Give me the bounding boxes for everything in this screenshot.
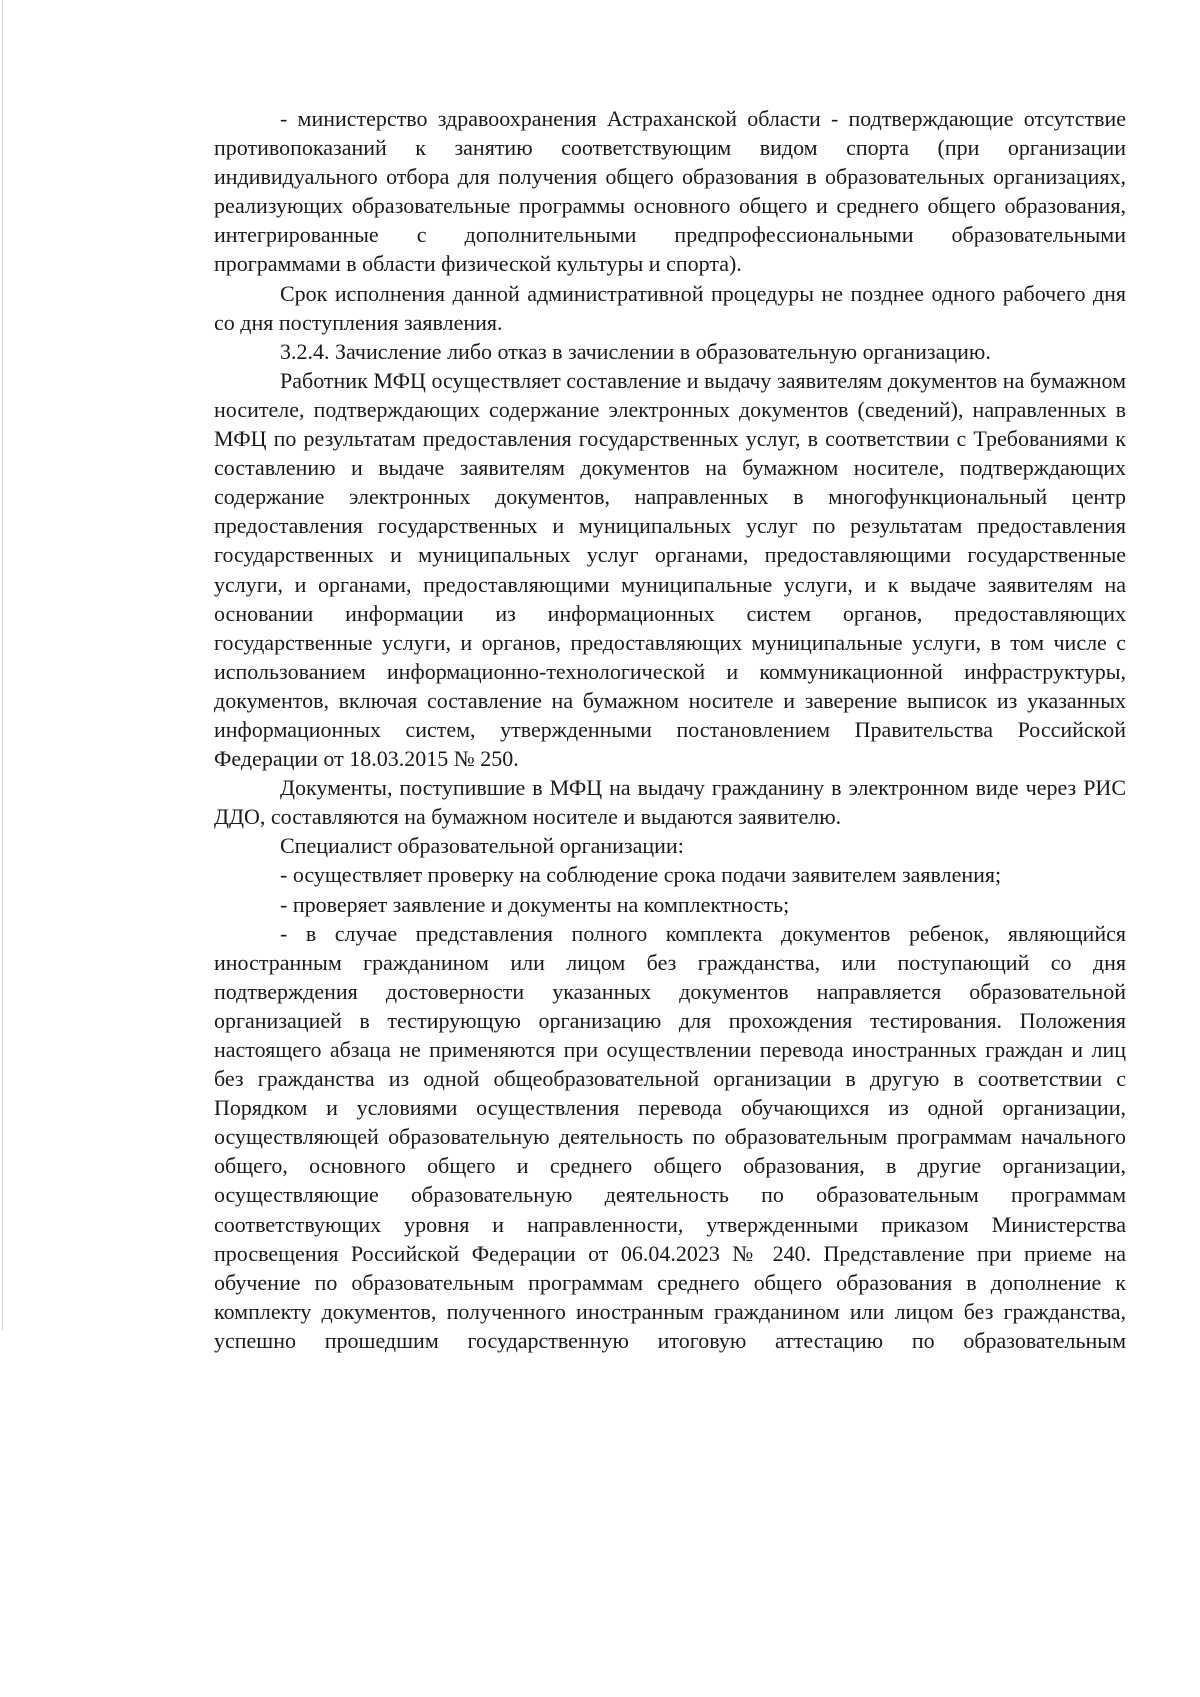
scan-edge-line (2, 0, 3, 1330)
document-body (214, 104, 1126, 1355)
paragraph-health-ministry: - министерство здравоохранения Астраханской области - подтверждающие отсутствие противопоказаний к занятию соответствующим видом спорта (при организации индивидуального отбора для получения общего образования в образовательных организациях, реализующих образовательные программы основного общего и среднего общего образования, интегрированные с дополнительными предпрофессиональными образовательными программами в области физической культуры и спорта). (214, 106, 1126, 277)
paragraph-mfc-worker: Работник МФЦ осуществляет составление и выдачу заявителям документов на бумажном носителе, подтверждающих содержание электронных документов (сведений), направленных в МФЦ по результатам предоставления государственных услуг, в соответствии с Требованиями к составлению и выдаче заявителям документов на бумажном носителе, подтверждающих содержание электронных документов, направленных в многофункциональный центр предоставления государственных и муниципальных услуг по результатам предоставления государственных и муниципальных услуг органами, предоставляющими государственные услуги, и органами, предоставляющими муниципальные услуги, и к выдаче заявителям на основании информации из информационных систем органов, предоставляющих государственные услуги, и органов, предоставляющих муниципальные услуги, в том числе с использованием информационно-технологической и коммуникационной инфраструктуры, документов, включая составление на бумажном носителе и заверение выписок из указанных информационных систем, утвержденными постановлением Правительства Российской Федерации от 18.03.2015 № 250. (214, 367, 1126, 772)
paragraph-specialist: Специалист образовательной организации: (280, 833, 684, 859)
paragraph-foreign-citizens: - в случае представления полного комплекта документов ребенок, являющийся иностранным гражданином или лицом без гражданства, или поступающий со дня подтверждения достоверности указанных документов направляется образовательной организацией в тестирующую организацию для прохождения тестирования. Положения настоящего абзаца не применяются при осуществлении перевода иностранных граждан и лиц без гражданства из одной общеобразовательной организации в другую в соответствии с Порядком и условиями осуществления перевода обучающихся из одной организации, осуществляющей образовательную деятельность по образовательным программам начального общего, основного общего и среднего общего образования, в другие организации, осуществляющие образовательную деятельность по образовательным программам соответствующих уровня и направленности, утвержденными приказом Министерства просвещения Российской Федерации от 06.04.2023 № 240. Представление при приеме на обучение по образовательным программам среднего общего образования в дополнение к комплекту документов, полученного иностранным гражданином или лицом без гражданства, успешно прошедшим государственную итоговую аттестацию по образовательным (214, 920, 1126, 1353)
paragraph-documents-issue: Документы, поступившие в МФЦ на выдачу гражданину в электронном виде через РИС ДДО, составляются на бумажном носителе и выдаются заявителю. (214, 775, 1126, 830)
paragraph-check-completeness: - проверяет заявление и документы на комплектность; (280, 891, 790, 917)
paragraph-section-3-2-4: 3.2.4. Зачисление либо отказ в зачислении в образовательную организацию. (280, 338, 991, 364)
paragraph-check-deadline: - осуществляет проверку на соблюдение срока подачи заявителем заявления; (280, 862, 1002, 888)
paragraph-deadline: Срок исполнения данной административной процедуры не позднее одного рабочего дня со дня поступления заявления. (214, 280, 1126, 335)
